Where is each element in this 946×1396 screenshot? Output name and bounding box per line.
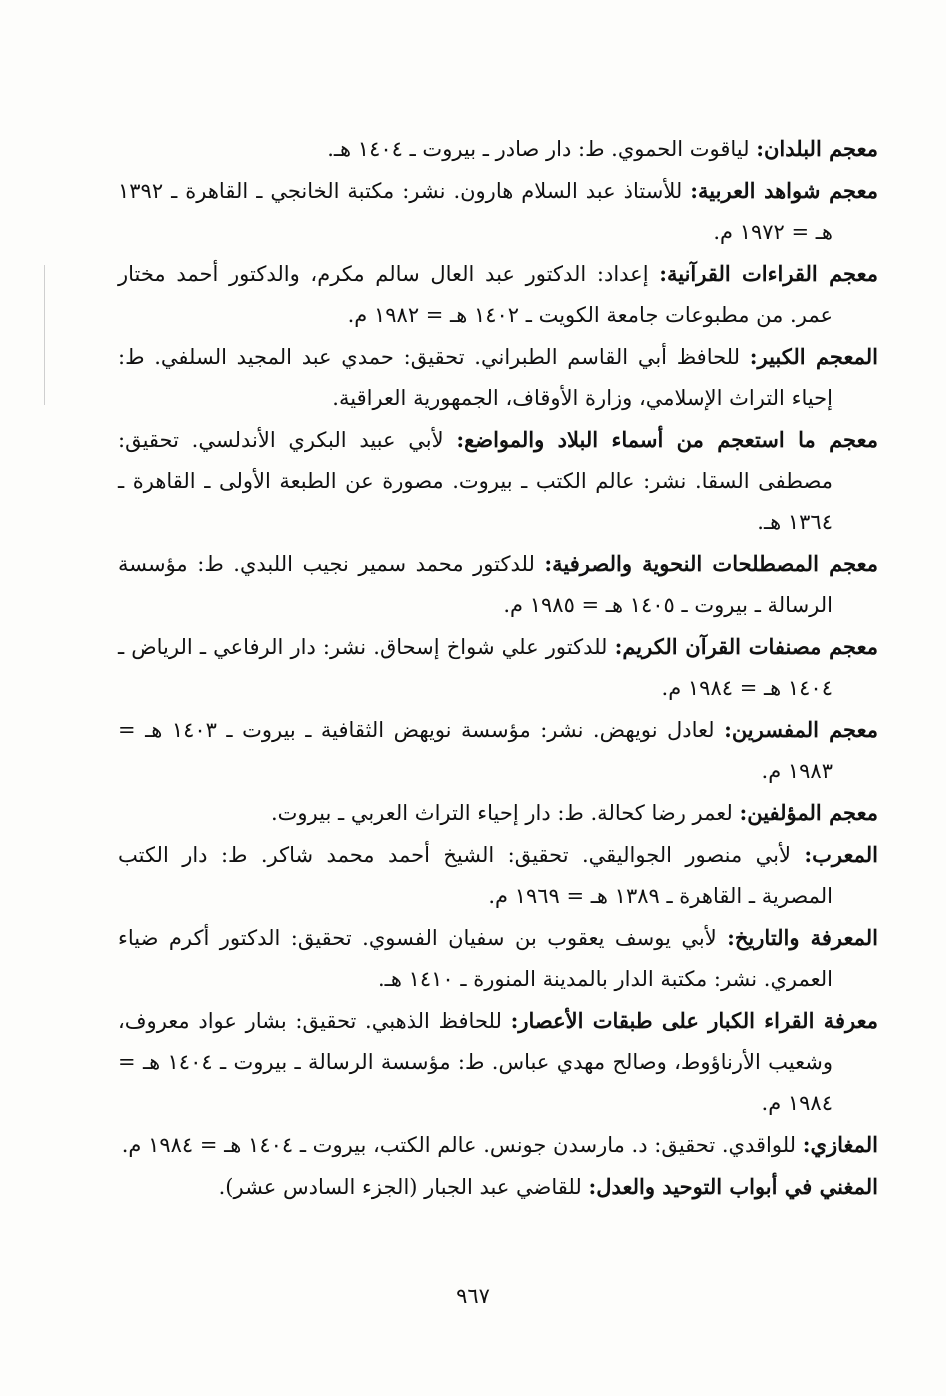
entry-details: للقاضي عبد الجبار (الجزء السادس عشر). bbox=[218, 1175, 589, 1199]
bibliography-entry bbox=[118, 170, 878, 253]
bibliography-entry bbox=[118, 543, 878, 626]
entry-details: إعداد: الدكتور عبد العال سالم مكرم، والدكتور أحمد مختار عمر. من مطبوعات جامعة الكويت ـ ١٤٠٢ هـ = ١٩٨٢ م. bbox=[118, 262, 833, 327]
page-number: ٩٦٧ bbox=[456, 1284, 490, 1308]
bibliography-entry bbox=[118, 128, 878, 170]
entry-title: معجم البلدان: bbox=[756, 136, 878, 161]
entry-details: للحافظ الذهبي. تحقيق: بشار عواد معروف، وشعيب الأرناؤوط، وصالح مهدي عباس. ط: مؤسسة الرسالة ـ بيروت ـ ١٤٠٤ هـ = ١٩٨٤ م. bbox=[118, 1009, 833, 1115]
bibliography-entry bbox=[118, 709, 878, 792]
bibliography-entry bbox=[118, 1166, 878, 1208]
entry-details: لأبي منصور الجواليقي. تحقيق: الشيخ أحمد محمد شاكر. ط: دار الكتب المصرية ـ القاهرة ـ ١٣٨٩ هـ = ١٩٦٩ م. bbox=[118, 843, 833, 908]
entry-title: المعرفة والتاريخ: bbox=[727, 925, 878, 950]
entry-details: للحافظ أبي القاسم الطبراني. تحقيق: حمدي عبد المجيد السلفي. ط: إحياء التراث الإسلامي، وزارة الأوقاف، الجمهورية العراقية. bbox=[118, 345, 833, 410]
entry-title: معجم مصنفات القرآن الكريم: bbox=[614, 634, 878, 659]
entry-title: معجم ما استعجم من أسماء البلاد والمواضع: bbox=[456, 427, 878, 452]
entry-title: المعرب: bbox=[804, 842, 878, 867]
entry-details: للواقدي. تحقيق: د. مارسدن جونس. عالم الكتب، بيروت ـ ١٤٠٤ هـ = ١٩٨٤ م. bbox=[121, 1133, 803, 1157]
entry-details: للدكتور علي شواخ إسحاق. نشر: دار الرفاعي ـ الرياض ـ ١٤٠٤ هـ = ١٩٨٤ م. bbox=[118, 635, 833, 700]
bibliography-entry bbox=[118, 834, 878, 917]
entry-title: المعجم الكبير: bbox=[749, 344, 878, 369]
entry-details: للدكتور محمد سمير نجيب اللبدي. ط: مؤسسة الرسالة ـ بيروت ـ ١٤٠٥ هـ = ١٩٨٥ م. bbox=[118, 552, 833, 617]
entry-details: لعادل نويهض. نشر: مؤسسة نويهض الثقافية ـ بيروت ـ ١٤٠٣ هـ = ١٩٨٣ م. bbox=[118, 718, 833, 783]
bibliography-entry bbox=[118, 419, 878, 543]
bibliography-entry bbox=[118, 1000, 878, 1124]
entry-title: المغني في أبواب التوحيد والعدل: bbox=[588, 1174, 878, 1199]
entry-title: معجم المصطلحات النحوية والصرفية: bbox=[544, 551, 879, 576]
entry-details: لأبي عبيد البكري الأندلسي. تحقيق: مصطفى السقا. نشر: عالم الكتب ـ بيروت. مصورة عن الطبعة الأولى ـ القاهرة ـ ١٣٦٤ هـ. bbox=[118, 428, 833, 534]
entry-title: المغازي: bbox=[802, 1132, 878, 1157]
entry-title: معرفة القراء الكبار على طبقات الأعصار: bbox=[510, 1008, 878, 1033]
entry-title: معجم المؤلفين: bbox=[739, 800, 878, 825]
entry-title: معجم المفسرين: bbox=[724, 717, 878, 742]
entry-title: معجم القراءات القرآنية: bbox=[659, 261, 878, 286]
entry-details: لأبي يوسف يعقوب بن سفيان الفسوي. تحقيق: الدكتور أكرم ضياء العمري. نشر: مكتبة الدار بالمدينة المنورة ـ ١٤١٠ هـ. bbox=[118, 926, 833, 991]
bibliography-list bbox=[118, 128, 878, 1208]
bibliography-entry bbox=[118, 626, 878, 709]
entry-details: لياقوت الحموي. ط: دار صادر ـ بيروت ـ ١٤٠٤ هـ. bbox=[327, 137, 757, 161]
entry-title: معجم شواهد العربية: bbox=[690, 178, 878, 203]
margin-rule bbox=[44, 265, 45, 405]
bibliography-entry bbox=[118, 917, 878, 1000]
bibliography-entry bbox=[118, 336, 878, 419]
bibliography-entry bbox=[118, 1124, 878, 1166]
entry-details: لعمر رضا كحالة. ط: دار إحياء التراث العربي ـ بيروت. bbox=[270, 801, 740, 825]
bibliography-entry bbox=[118, 792, 878, 834]
bibliography-entry bbox=[118, 253, 878, 336]
entry-details: للأستاذ عبد السلام هارون. نشر: مكتبة الخانجي ـ القاهرة ـ ١٣٩٢ هـ = ١٩٧٢ م. bbox=[118, 179, 833, 244]
